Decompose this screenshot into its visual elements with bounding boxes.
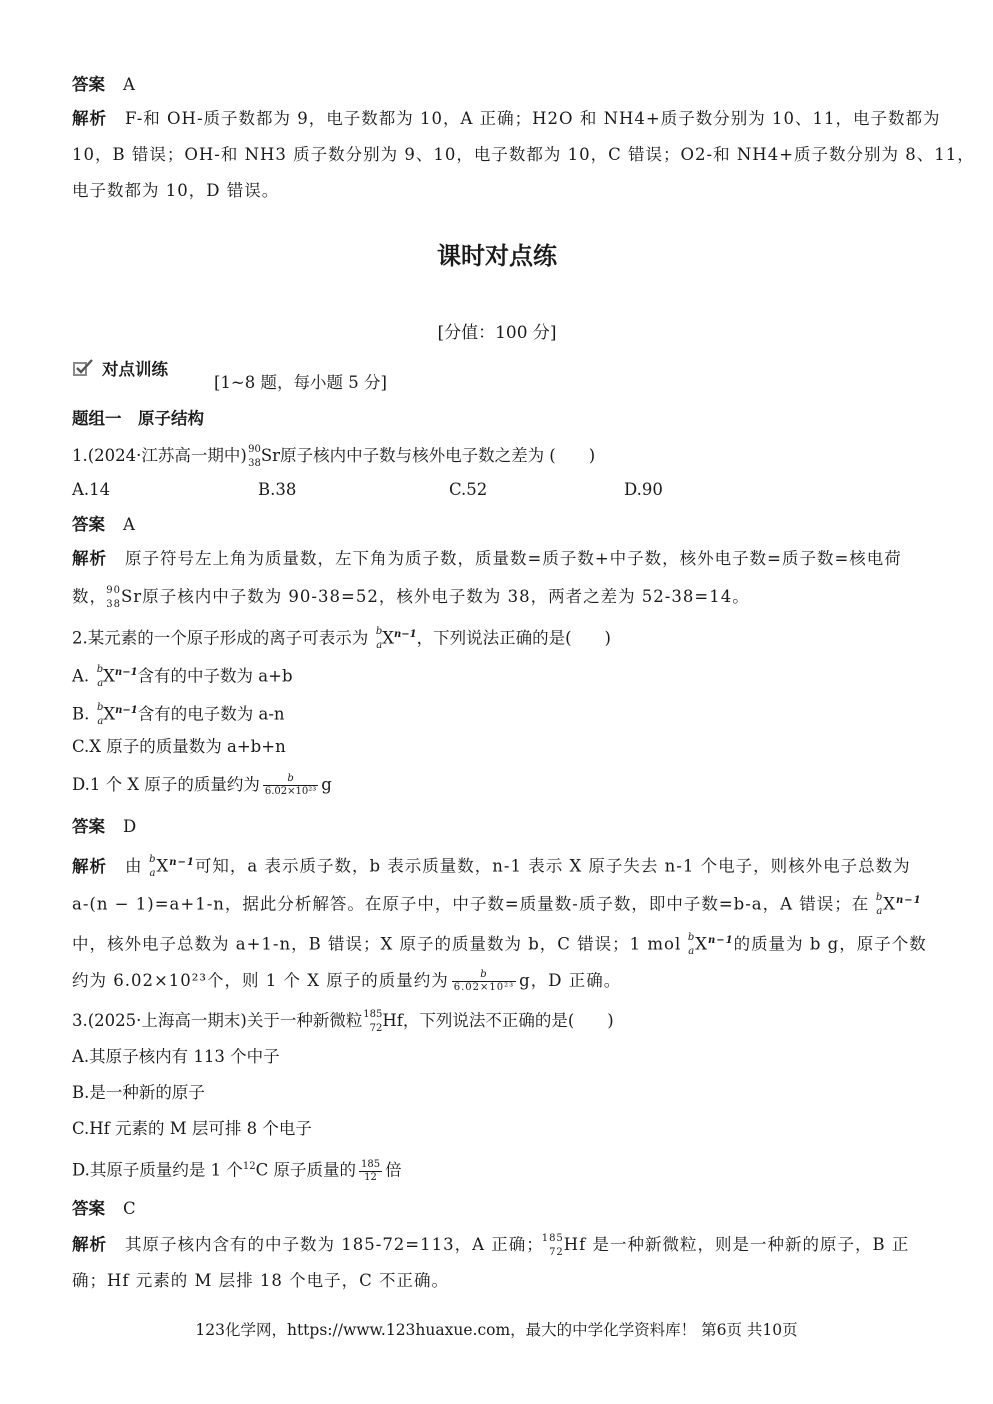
q2-answer [72, 814, 136, 840]
analysis-label: 解析 [72, 1235, 107, 1254]
q3-option-d [72, 1154, 402, 1184]
ion-charge: n−1 [394, 629, 417, 640]
analysis-text: Sr原子核内中子数为 90-38=52，核外电子数为 38，两者之差为 52-38=14。 [121, 587, 750, 606]
ion-charge: n−1 [896, 895, 922, 906]
q2-analysis-line-3 [72, 928, 927, 958]
analysis-text: 其原子核内含有的中子数为 185-72=113，A 正确； [125, 1235, 544, 1254]
nuclide-symbol [362, 1010, 382, 1034]
option-letter: A. [72, 666, 90, 686]
fraction-denominator: 6.02×10²³ [264, 786, 317, 797]
q2-option-c: C.X 原子的质量数为 a+b+n [72, 737, 286, 756]
nuclide-symbol [247, 445, 261, 469]
option-letter: B. [72, 704, 90, 724]
q1-option-c: C.52 [449, 480, 488, 499]
option-text: g [321, 775, 332, 794]
atomic-number: 38 [248, 457, 261, 469]
analysis-text: 数， [72, 587, 107, 606]
section-note: [1~8 题，每小题 5 分] [214, 373, 387, 392]
prev-analysis-line-2: 10，B 错误；OH-和 NH3 质子数分别为 9、10，电子数都为 10，C 错误；O2-和 NH4+质子数分别为 8、11， [72, 145, 975, 164]
q1-option-d: D.90 [624, 480, 663, 499]
answer-label: 答案 [72, 1199, 105, 1218]
q2-option-b [72, 698, 285, 728]
analysis-text: 由 [125, 856, 143, 876]
nuclide-symbol [541, 1232, 564, 1258]
fraction-numerator: b [263, 773, 318, 786]
analysis-label: 解析 [72, 856, 107, 876]
question-3-stem [72, 1008, 614, 1034]
analysis-text: 的质量为 b g，原子个数 [733, 934, 927, 954]
analysis-text: 约为 6.02×10²³个，则 1 个 X 原子的质量约为 [72, 971, 449, 990]
atomic-number: a [149, 868, 157, 879]
q1-analysis-line-1 [72, 546, 902, 572]
fraction-denominator: 6.02×10²³ [453, 982, 515, 993]
page-title: 课时对点练 [437, 242, 557, 270]
element-symbol: Sr [260, 446, 281, 465]
section-heading [72, 356, 168, 380]
option-text: D.1 个 X 原子的质量约为 [72, 775, 260, 794]
analysis-text: 中，核外电子总数为 a+1-n，B 错误；X 原子的质量数为 b，C 错误；1 mol [72, 934, 682, 954]
mass-number: b [687, 932, 696, 943]
mass-number: b [149, 854, 157, 865]
element-symbol: X [103, 704, 116, 724]
q1-option-a: A.14 [72, 480, 111, 499]
mass-number: 185 [363, 1008, 383, 1020]
fraction-numerator: b [452, 969, 516, 982]
element-symbol: X [883, 894, 897, 914]
fraction [452, 969, 516, 994]
analysis-label: 解析 [72, 549, 107, 568]
prev-analysis-line-3: 电子数都为 10，D 错误。 [72, 181, 280, 200]
q3-option-c: C.Hf 元素的 M 层可排 8 个电子 [72, 1119, 312, 1138]
atomic-number: 72 [549, 1246, 564, 1258]
atomic-number: a [97, 716, 104, 727]
mass-number: b [96, 702, 104, 713]
fraction [263, 773, 318, 798]
mass-number: 90 [106, 584, 121, 596]
analysis-text: 原子符号左上角为质量数，左下角为质子数，质量数=质子数+中子数，核外电子数=质子数=核电荷 [125, 549, 902, 568]
mass-number: b [96, 664, 104, 675]
q3-option-b: B.是一种新的原子 [72, 1083, 205, 1102]
page-footer: 123化学网，https://www.123huaxue.com，最大的中学化学资料库！ 第6页 共10页 [195, 1321, 798, 1339]
nuclide-symbol [89, 703, 103, 727]
q2-analysis-line-2 [72, 888, 922, 918]
atomic-number: 38 [106, 598, 121, 610]
mass-number: 12 [242, 1161, 256, 1172]
q3-answer [72, 1196, 136, 1222]
nuclide-symbol [368, 627, 382, 651]
q2-analysis-line-4 [72, 968, 621, 994]
atomic-number: a [97, 678, 104, 689]
atomic-number: a [688, 946, 696, 957]
analysis-text: a-(n − 1)=a+1-n，据此分析解答。在原子中，中子数=质量数-质子数，即中子数=b-a，A 错误；在 [72, 894, 870, 914]
mass-number: 90 [248, 443, 261, 455]
q3-option-a: A.其原子核内有 113 个中子 [72, 1047, 280, 1066]
fraction [359, 1159, 382, 1184]
option-text: 含有的电子数为 a-n [137, 704, 285, 724]
prev-analysis-line-1 [72, 106, 940, 132]
nuclide-symbol [869, 893, 883, 917]
question-text: ，下列说法不正确的是( ) [402, 1011, 614, 1030]
ion-charge: n−1 [169, 857, 195, 868]
option-text: C 原子质量的 [255, 1160, 356, 1180]
score-info: [分值：100 分] [437, 323, 557, 343]
fraction-numerator: 185 [360, 1158, 381, 1170]
question-text: 原子核内中子数与核外电子数之差为 ( ) [280, 446, 596, 465]
atomic-number: 72 [369, 1022, 383, 1034]
analysis-text: 可知，a 表示质子数，b 表示质量数，n-1 表示 X 原子失去 n-1 个电子，则核外电子总数为 [194, 856, 911, 876]
question-source: 1.(2024·江苏高一期中) [72, 446, 247, 465]
element-symbol: X [382, 628, 394, 648]
group-heading: 题组一 原子结构 [72, 409, 204, 428]
answer-label: 答案 [72, 75, 105, 94]
mass-number: b [875, 892, 884, 903]
checkbox-icon [72, 359, 94, 377]
q1-analysis-line-2 [72, 584, 750, 610]
analysis-label: 解析 [72, 109, 107, 128]
element-symbol: Hf [382, 1011, 403, 1030]
mass-number: 185 [541, 1232, 564, 1244]
option-text: 含有的中子数为 a+b [137, 666, 293, 686]
nuclide-symbol [107, 586, 121, 610]
element-symbol: X [695, 934, 708, 954]
ion-charge: n−1 [115, 705, 138, 716]
section-title: 对点训练 [102, 360, 168, 379]
question-1-stem [72, 443, 595, 469]
question-text: 3.(2025·上海高一期末)关于一种新微粒 [72, 1011, 363, 1030]
q1-option-b: B.38 [258, 480, 297, 499]
element-symbol: X [156, 856, 170, 876]
q2-option-d [72, 772, 332, 798]
analysis-text: Hf 是一种新微粒，则是一种新的原子，B 正 [563, 1235, 910, 1254]
question-text: ，下列说法正确的是( ) [416, 628, 611, 648]
mass-number: b [375, 626, 383, 637]
atomic-number: a [876, 906, 884, 917]
answer-value: D [123, 817, 137, 836]
analysis-text: g，D 正确。 [519, 971, 622, 990]
option-text: 倍 [385, 1160, 402, 1180]
answer-value: A [123, 515, 135, 534]
analysis-text: F-和 OH-质子数都为 9，电子数都为 10，A 正确；H2O 和 NH4+质子数分别为 10、11，电子数都为 [125, 109, 941, 128]
answer-value: A [123, 75, 135, 94]
question-text: 2.某元素的一个原子形成的离子可表示为 [72, 628, 369, 648]
ion-charge: n−1 [708, 935, 734, 946]
nuclide-symbol [89, 665, 103, 689]
q1-answer [72, 512, 135, 538]
q3-analysis-line-1 [72, 1232, 909, 1258]
prev-answer [72, 72, 135, 98]
q2-option-a [72, 660, 293, 690]
fraction-denominator: 12 [364, 1171, 377, 1183]
q3-analysis-line-2: 确；Hf 元素的 M 层排 18 个电子，C 不正确。 [72, 1271, 449, 1290]
answer-label: 答案 [72, 817, 105, 836]
answer-value: C [123, 1199, 136, 1218]
q2-analysis-line-1 [72, 850, 911, 880]
question-2-stem [72, 622, 611, 652]
nuclide-symbol [143, 855, 157, 879]
atomic-number: a [376, 640, 383, 651]
ion-charge: n−1 [114, 667, 138, 678]
answer-label: 答案 [72, 515, 105, 534]
option-text: D.其原子质量约是 1 个 [72, 1160, 243, 1180]
element-symbol: X [103, 666, 115, 686]
nuclide-symbol [681, 933, 695, 957]
